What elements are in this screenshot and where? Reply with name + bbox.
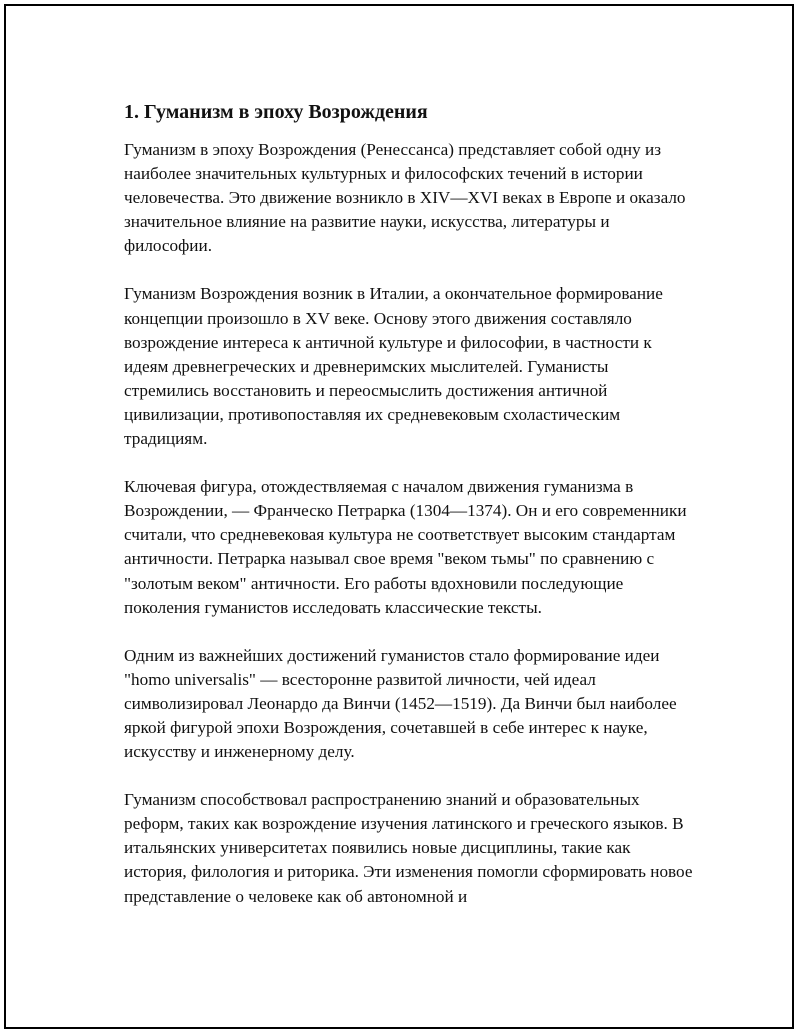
- paragraph-3: Ключевая фигура, отождествляемая с началом движения гуманизма в Возрождении, — Франческо Петрарка (1304—1374). Он и его современники считали, что средневековая культура не соответствует высоким стандартам античности. Петрарка называл свое время "веком тьмы" по сравнению с "золотым веком" античности. Его работы вдохновили последующие поколения гуманистов исследовать классические тексты.: [124, 477, 687, 617]
- paragraph-2: Гуманизм Возрождения возник в Италии, а окончательное формирование концепции произошло в XV веке. Основу этого движения составляло возрождение интереса к античной культуре и философии, в частности к идеям древнегреческих и древнеримских мыслителей. Гуманисты стремились восстановить и переосмыслить достижения античной цивилизации, противопоставляя их средневековым схоластическим традициям.: [124, 284, 663, 449]
- paragraph-1: Гуманизм в эпоху Возрождения (Ренессанса) представляет собой одну из наиболее значительных культурных и философских течений в истории человечества. Это движение возникло в XIV—XVI веках в Европе и оказало значительное влияние на развитие науки, искусства, литературы и философии.: [124, 140, 686, 256]
- page-frame: [4, 4, 794, 1029]
- paragraph-4: Одним из важнейших достижений гуманистов стало формирование идеи "homo universalis" — всесторонне развитой личности, чей идеал символизировал Леонардо да Винчи (1452—1519). Да Винчи был наиболее яркой фигурой эпохи Возрождения, сочетавшей в себе интерес к науке, искусству и инженерному делу.: [124, 645, 677, 762]
- document-body: [124, 98, 694, 933]
- paragraph-5: Гуманизм способствовал распространению знаний и образовательных реформ, таких как возрождение изучения латинского и греческого языков. В итальянских университетах появились новые дисциплины, такие как история, филология и риторика. Эти изменения помогли сформировать новое представление о человеке как об автономной и: [124, 790, 693, 906]
- section-heading: 1. Гуманизм в эпоху Возрождения: [124, 101, 428, 123]
